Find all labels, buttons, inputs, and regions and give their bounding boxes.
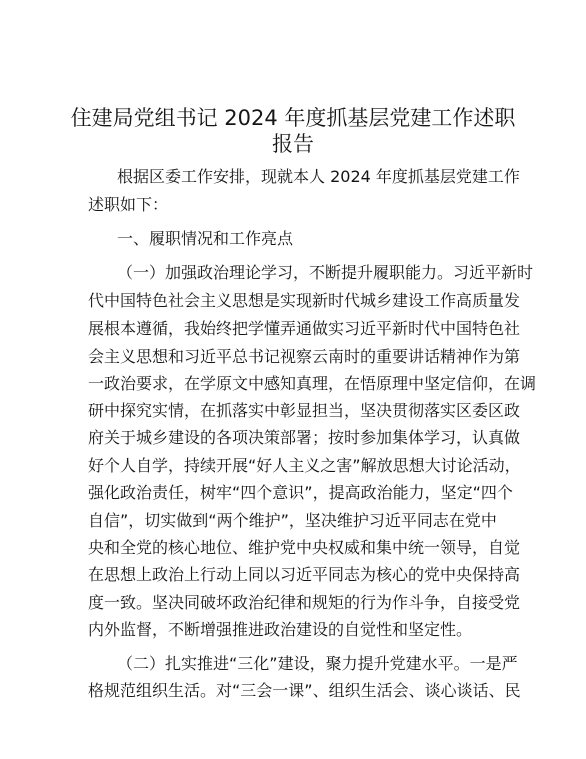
paragraph-line: 好个人自学，持续开展“好人主义之害”解放思想大讨论活动， xyxy=(88,456,521,475)
paragraph-line: 一政治要求，在学原文中感知真理，在悟原理中坚定信仰，在调 xyxy=(88,374,537,393)
paragraph-line: 会主义思想和习近平总书记视察云南时的重要讲话精神作为第 xyxy=(88,347,521,366)
paragraph-line: 强化政治责任，树牢“四个意识”，提高政治能力，坚定“四个 xyxy=(88,483,513,502)
paragraph-line: （二）扎实推进“三化”建设，聚力提升党建水平。一是严 xyxy=(117,654,518,673)
paragraph-line: 研中探究实情，在抓落实中彰显担当，坚决贯彻落实区委区政 xyxy=(88,401,521,420)
paragraph-line: 在思想上政治上行动上同以习近平同志为核心的党中央保持高 xyxy=(88,565,521,584)
document-title-line-2: 报告 xyxy=(272,132,314,156)
paragraph-line: 根据区委工作安排，现就本人 2024 年度抓基层党建工作 xyxy=(117,167,520,186)
paragraph-line: 府关于城乡建设的各项决策部署；按时参加集体学习，认真做 xyxy=(88,428,521,447)
paragraph-line: 自信”，切实做到“两个维护”，坚决维护习近平同志在党中 xyxy=(88,511,497,530)
paragraph-line: 述职如下： xyxy=(88,195,169,214)
paragraph-line: 格规范组织生活。对“三会一课”、组织生活会、谈心谈话、民 xyxy=(88,681,521,700)
paragraph-line: （一）加强政治理论学习，不断提升履职能力。习近平新时 xyxy=(117,263,534,282)
paragraph-line: 代中国特色社会主义思想是实现新时代城乡建设工作高质量发 xyxy=(88,291,521,310)
paragraph-line: 央和全党的核心地位、维护党中央权威和集中统一领导，自觉 xyxy=(88,538,521,557)
document-title-line-1: 住建局党组书记 2024 年度抓基层党建工作述职 xyxy=(70,106,516,130)
section-heading: 一、履职情况和工作亮点 xyxy=(117,229,294,248)
paragraph-line: 展根本遵循，我始终把学懂弄通做实习近平新时代中国特色社 xyxy=(88,319,521,338)
paragraph-line: 内外监督，不断增强推进政治建设的自觉性和坚定性。 xyxy=(88,620,473,639)
paragraph-line: 度一致。坚决同破坏政治纪律和规矩的行为作斗争，自接受党 xyxy=(88,593,521,612)
